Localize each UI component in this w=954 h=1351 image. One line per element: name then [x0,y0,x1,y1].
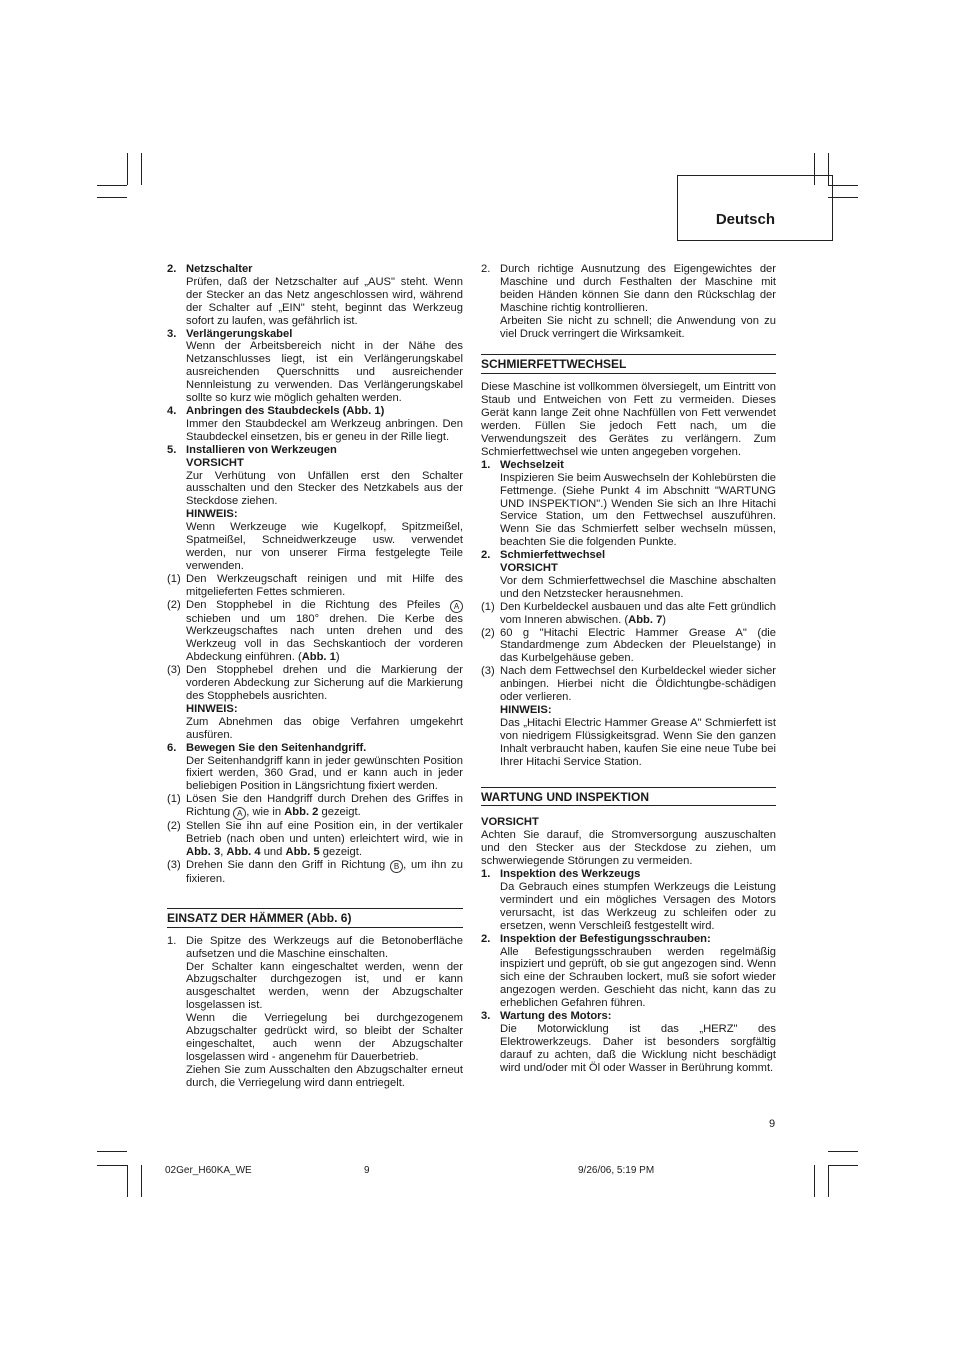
item-title: Inspektion der Befestigungsschrauben: [500,932,711,945]
item-title: Inspektion des Werkzeugs [500,868,641,881]
list-item: 1. Die Spitze des Werkzeugs auf die Betonoberfläche aufsetzen und die Maschine einschalten. Der Schalter kann eingeschaltet werden, wenn der Abzugschalter durchgezogen ist, und er kann ausgeschaltet werden, wenn der Abzugschalter losgelassen ist. Wenn die Verriegelung bei durchgezogenem Abzugschalter gedrückt wird, so bleibt der Schalter eingeschaltet, auch wenn der Abzugschalter losgelassen wird - angenehm für Dauerbetrieb. Ziehen Sie zum Ausschalten den Abzugschalter erneut durch, die Verriegelung wird dann entriegelt. [167,934,463,1089]
item-text: Immer den Staubdeckel am Werkzeug anbringen. Den Staubdeckel einsetzen, bis er geneu in der Rille liegt. [186,417,463,443]
crop-mark [97,197,127,198]
sub-item: (1) Lösen Sie den Handgriff durch Drehen des Griffes in Richtung A , wie in Abb. 2 gezeigt. [167,793,463,819]
note-text: Zum Abnehmen das obige Verfahren umgekehrt ausfüren. [186,715,463,741]
crop-mark [97,1165,127,1166]
list-item: 3. Verlängerungskabel Wenn der Arbeitsbereich nicht in der Nähe des Netzanschlusses liegt, ist ein Verlängerungskabel ausreichenden Querschnitts und ausreichender Nennleistung zu verwenden. Das Verlängerungskabel sollte so kurz wie möglich gehalten werden. [167,327,463,405]
figure-ref: Abb. 7 [628,613,663,626]
figure-ref: Abb. 1 [301,651,336,664]
item-title: Netzschalter [186,263,253,275]
item-title: Anbringen des Staubdeckels (Abb. 1) [186,404,385,417]
note-text: Wenn Werkzeuge wie Kugelkopf, Spitzmeißel, Spatmeißel, Schneidwerkzeuge usw. verwendet werden, nur von unserer Firma festgelegte Teile verwenden. [186,521,463,572]
section-heading: SCHMIERFETTWECHSEL [481,354,776,374]
list-item: 5. Installieren von Werkzeugen VORSICHT Zur Verhütung von Unfällen erst den Schalter ausschalten und den Stecker des Netzkabels aus der Steckdose ziehen. HINWEIS: Wenn Werkzeuge wie Kugelkopf, Spitzmeißel, Spatmeißel, Schneidwerkzeuge usw. verwendet werden, nur von unserer Firma festgelegte Teile verwenden. [167,443,463,572]
crop-mark [828,1165,858,1166]
crop-mark [141,1165,142,1197]
list-item: 6. Bewegen Sie den Seitenhandgriff. Der Seitenhandgriff kann in jeder gewünschten Position fixiert werden, 360 Grad, und er kann auch in jeder beliebigen Position in Längsrichtung fixiert werden. [167,741,463,793]
crop-mark [127,153,128,185]
list-item: 2. Inspektion der Befestigungsschrauben: Alle Befestigungsschrauben werden regelmäßig inspiziert und geprüft, ob sie gut angezogen sind. Wenn sich eine der Schrauben lockert, muß sie sofort wieder angezogen werden. Geschieht das nicht, kann das zu erheblichen Gefahren führen. [481,932,776,1010]
caution-label: VORSICHT [500,562,558,575]
footer-file: 02Ger_H60KA_WE [165,1165,252,1176]
note-label: HINWEIS: [500,704,552,716]
page-number: 9 [769,1118,776,1130]
crop-mark [127,1165,128,1197]
section-heading: EINSATZ DER HÄMMER (Abb. 6) [167,908,463,928]
item-title: Wechselzeit [500,458,564,471]
sub-item: (2) Den Stopphebel in die Richtung des Pfeiles A schieben und um 180° drehen. Die Kerbe des Werkzeugschaftes nach unten drehen und des Werkzeug voll in das Sechskantioch der vorderen Abdeckung einführen. (Abb. 1) [167,598,463,664]
caution-text: Zur Verhütung von Unfällen erst den Schalter ausschalten und den Stecker des Netzkabels aus der Steckdose ziehen. [186,469,463,508]
circled-letter-a: A [450,600,463,613]
left-column [167,263,463,1090]
sub-item: (1) Den Werkzeugschaft reinigen und mit Hilfe des mitgelieferten Fettes schmieren. [167,572,463,598]
language-tab [677,175,833,241]
item-title: Installieren von Werkzeugen [186,443,337,456]
crop-mark [828,1151,858,1152]
figure-ref: Abb. 3 [186,845,221,858]
item-title: Verlängerungskabel [186,327,293,340]
caution-label: VORSICHT [186,456,244,469]
list-item: 1. Inspektion des Werkzeugs Da Gebrauch eines stumpfen Werkzeugs die Leistung vermindert und ein mögliches Versagen des Motors verursacht, ist das Werkzeug zu schleifen oder zu ersetzen, wenn Verschleiß festgestellt wird. [481,868,776,932]
right-column [481,263,776,1075]
note-label: HINWEIS: [186,508,238,521]
sub-item: (3) Drehen Sie dann den Griff in Richtung B , um ihn zu fixieren. [167,858,463,885]
circled-letter-a: A [233,807,246,820]
circled-letter-b: B [390,860,403,873]
crop-mark [814,1165,815,1197]
sub-item: (2) 60 g "Hitachi Electric Hammer Grease A" (die Standardmenge zum Abdecken der Pleuelstange) in das Kurbelgehäuse geben. [481,626,776,665]
item-title: Bewegen Sie den Seitenhandgriff. [186,741,367,754]
section-intro: Diese Maschine ist vollkommen ölversiegelt, um Eintritt von Staub und Entweichen von Fett zu vermeiden. Dieses Gerät kann lange Zeit ohne Nachfüllen von Fett verwendet werden. Füllen Sie jedoch Fett nach, um die Verwendungszeit des Gerätes zu verlängern. Zum Schmierfettwechsel wie unten angegeben vorgehen. [481,381,776,458]
caution-text: Achten Sie darauf, die Stromversorgung auszuschalten und den Stecker aus der Steckdose zu ziehen, um schwerwiegende Störungen zu vermeiden. [481,829,776,868]
figure-ref: Abb. 5 [285,845,320,858]
crop-mark [828,1165,829,1197]
list-item: 2. Durch richtige Ausnutzung des Eigengewichtes der Maschine und durch Festhalten der Maschine mit beiden Händen können Sie dann den Rückschlag der Maschine richtig kontrollieren. Arbeiten Sie nicht zu schnell; die Anwendung von zu viel Druck verringert die Wirksamkeit. [481,263,776,340]
note-label: HINWEIS: [186,702,238,715]
caution-label: VORSICHT [481,816,539,829]
footer-page: 9 [364,1165,370,1176]
sub-item: (3) Den Stopphebel drehen und die Markierung der vorderen Abdeckung zur Sicherung auf die Markierung des Stopphebels ausrichten. HINWEIS: Zum Abnehmen das obige Verfahren umgekehrt ausfüren. [167,664,463,741]
sub-item: (2) Stellen Sie ihn auf eine Position ein, in der vertikaler Betrieb (nach oben und unten) erleichtert wird, wie in Abb. 3, Abb. 4 und Abb. 5 gezeigt. [167,820,463,858]
crop-mark [97,1151,127,1152]
footer-timestamp: 9/26/06, 5:19 PM [578,1165,655,1176]
list-item: 4. Anbringen des Staubdeckels (Abb. 1) Immer den Staubdeckel am Werkzeug anbringen. Den Staubdeckel einsetzen, bis er geneu in der Rille liegt. [167,404,463,443]
language-label: Deutsch [715,211,775,228]
crop-mark [141,153,142,185]
item-title: Schmierfettwechsel [500,549,606,562]
caution-text: Vor dem Schmierfettwechsel die Maschine abschalten und den Netzstecker herausnehmen. [500,574,776,600]
sub-item: (1) Den Kurbeldeckel ausbauen und das alte Fett gründlich vom Inneren abwischen. (Abb. 7) [481,600,776,626]
item-text: Prüfen, daß der Netzschalter auf „AUS" steht. Wenn der Stecker an das Netz angeschlossen wird, während der Schalter auf „EIN" steht, beginnt das Werkzeug sofort zu laufen, was gefährlich ist. [186,275,463,327]
list-item: 2. Schmierfettwechsel VORSICHT Vor dem Schmierfettwechsel die Maschine abschalten und den Netzstecker herausnehmen. [481,549,776,600]
list-item: 2. Netzschalter Prüfen, daß der Netzschalter auf „AUS" steht. Wenn der Stecker an das Netz angeschlossen wird, während der Schalter auf „EIN" steht, beginnt das Werkzeug sofort zu laufen, was gefährlich ist. [167,263,463,327]
list-item: 3. Wartung des Motors: Die Motorwicklung ist das „HERZ" des Elektrowerkzeugs. Daher ist besonders sorgfältig darauf zu achten, daß die Wicklung nicht beschädigt wird und/oder mit Öl oder Wasser in Berührung kommt. [481,1010,776,1074]
section-heading: WARTUNG UND INSPEKTION [481,787,776,807]
item-text: Wenn der Arbeitsbereich nicht in der Nähe des Netzanschlusses liegt, ist ein Verlängerungskabel ausreichenden Querschnitts und ausreichender Nennleistung zu verwenden. Das Verlängerungskabel sollte so kurz wie möglich gehalten werden. [186,340,463,405]
sub-item: (3) Nach dem Fettwechsel den Kurbeldeckel wieder sicher anbingen. Hierbei nicht die Öldichtungbe-schädigen oder verlieren. HINWEIS: Das „Hitachi Electric Hammer Grease A" Schmierfett ist von niedrigem Flüssigkeitsgrad. Wenn Sie den ganzen Inhalt verbraucht haben, kaufen Sie eine neue Tube bei Ihrer Hitachi Service Station. [481,665,776,768]
figure-ref: Abb. 2 [284,806,319,819]
figure-ref: Abb. 4 [226,845,261,858]
list-item: 1. Wechselzeit Inspizieren Sie beim Auswechseln der Kohlebürsten die Fettmenge. (Siehe Punkt 4 im Abschnitt "WARTUNG UND INSPEKTION".) Wenden Sie sich an Ihre Hitachi Service Station, um den Fettwechsel auszuführen. Wenn Sie das Schmierfett selber wechseln müssen, beachten Sie die folgenden Punkte. [481,458,776,549]
item-title: Wartung des Motors: [500,1010,612,1023]
item-text: Der Seitenhandgriff kann in jeder gewünschten Position fixiert werden, 360 Grad, und er kann auch in jeder beliebigen Position in Längsrichtung fixiert werden. [186,754,463,793]
crop-mark [97,185,127,186]
note-text: Das „Hitachi Electric Hammer Grease A" Schmierfett ist von niedrigem Flüssigkeitsgrad. Wenn Sie den ganzen Inhalt verbraucht haben, kaufen Sie eine neue Tube bei Ihrer Hitachi Service Station. [500,716,776,768]
